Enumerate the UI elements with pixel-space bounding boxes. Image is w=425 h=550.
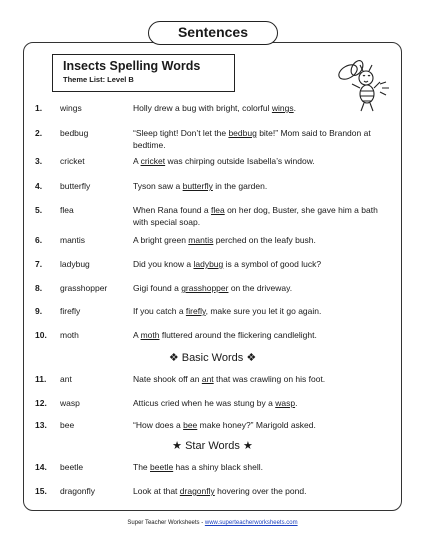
star-words-heading: ★ Star Words ★ <box>172 440 253 452</box>
example-sentence: A bright green mantis perched on the leafy bush. <box>133 235 316 245</box>
item-number: 5. <box>35 205 43 215</box>
example-sentence: A moth fluttered around the flickering candlelight. <box>133 330 317 340</box>
item-number: 13. <box>35 420 47 430</box>
spelling-word: firefly <box>60 306 81 316</box>
spelling-word: grasshopper <box>60 283 108 293</box>
example-sentence: Nate shook off an ant that was crawling on his foot. <box>133 374 326 384</box>
example-sentence: When Rana found a flea on her dog, Buster, she gave him a bath with special soap. <box>133 205 378 227</box>
spelling-word: bedbug <box>60 128 89 138</box>
example-sentence: Tyson saw a butterfly in the garden. <box>133 181 268 191</box>
example-sentence: Gigi found a grasshopper on the driveway. <box>133 283 293 293</box>
example-sentence: Look at that dragonfly hovering over the pond. <box>133 486 307 496</box>
basic-words-heading: ❖ Basic Words ❖ <box>168 352 257 364</box>
item-number: 8. <box>35 283 43 293</box>
item-number: 12. <box>35 398 47 408</box>
spelling-word: butterfly <box>60 181 91 191</box>
worksheet-title: Insects Spelling Words <box>63 59 201 73</box>
example-sentence: “Sleep tight! Don’t let the bedbug bite!” Mom said to Brandon at bedtime. <box>133 128 371 150</box>
spelling-word: mantis <box>60 235 86 245</box>
spelling-word: cricket <box>60 156 85 166</box>
example-sentence: Holly drew a bug with bright, colorful wings. <box>133 103 297 113</box>
spelling-word: moth <box>60 330 79 340</box>
spelling-word: dragonfly <box>60 486 95 496</box>
item-number: 3. <box>35 156 43 166</box>
example-sentence: If you catch a firefly, make sure you let it go again. <box>133 306 322 316</box>
spelling-word: beetle <box>60 462 84 472</box>
item-number: 1. <box>35 103 43 113</box>
page-footer <box>0 520 425 526</box>
spelling-word: bee <box>60 420 75 430</box>
item-number: 15. <box>35 486 47 496</box>
page-banner: Sentences <box>148 21 278 45</box>
example-sentence: “How does a bee make honey?” Marigold asked. <box>133 420 316 430</box>
spelling-word: flea <box>60 205 74 215</box>
item-number: 2. <box>35 128 43 138</box>
item-number: 4. <box>35 181 43 191</box>
item-number: 14. <box>35 462 47 472</box>
item-number: 7. <box>35 259 43 269</box>
theme-list-label: Theme List: Level B <box>63 75 134 84</box>
item-number: 11. <box>35 374 47 384</box>
example-sentence: A cricket was chirping outside Isabella’s window. <box>133 156 315 166</box>
example-sentence: Did you know a ladybug is a symbol of good luck? <box>133 259 322 269</box>
spelling-word: wings <box>60 103 82 113</box>
footer-link[interactable]: www.superteacherworksheets.com <box>204 520 298 526</box>
item-number: 6. <box>35 235 43 245</box>
item-number: 10. <box>35 330 47 340</box>
title-box <box>52 54 235 92</box>
item-number: 9. <box>35 306 43 316</box>
footer-text: Super Teacher Worksheets - <box>127 520 205 526</box>
example-sentence: Atticus cried when he was stung by a wasp. <box>133 398 298 408</box>
spelling-word: ant <box>60 374 72 384</box>
spelling-word: ladybug <box>60 259 90 269</box>
example-sentence: The beetle has a shiny black shell. <box>133 462 263 472</box>
spelling-word: wasp <box>60 398 80 408</box>
